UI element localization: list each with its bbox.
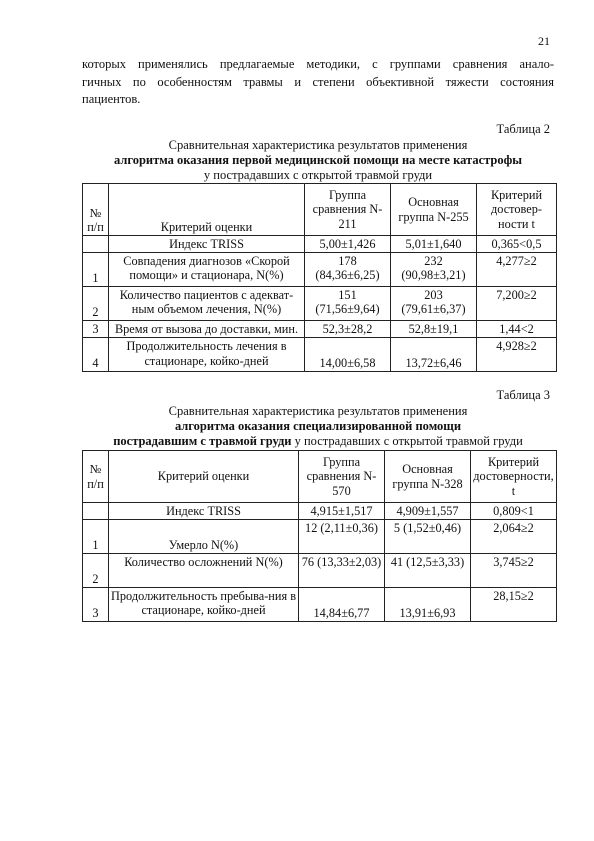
cell-comparison: 4,915±1,517 bbox=[299, 503, 385, 520]
table3 bbox=[82, 450, 557, 622]
cell-test: 3,745≥2 bbox=[471, 554, 557, 588]
intro-paragraph bbox=[82, 56, 554, 109]
table3-label: Таблица 3 bbox=[496, 388, 550, 402]
table-row bbox=[83, 588, 557, 622]
table2-title-line: у пострадавших с открытой травмой груди bbox=[203, 168, 433, 182]
table2-label: Таблица 2 bbox=[496, 122, 550, 136]
cell-num bbox=[83, 236, 109, 253]
table-row bbox=[83, 338, 557, 372]
cell-main: 4,909±1,557 bbox=[385, 503, 471, 520]
cell-criterion: Индекс TRISS bbox=[109, 236, 305, 253]
header-comparison-group: Группа сравнения N-211 bbox=[305, 184, 391, 236]
table-row bbox=[83, 253, 557, 287]
table-row bbox=[83, 321, 557, 338]
cell-criterion: Количество осложнений N(%) bbox=[109, 554, 299, 588]
cell-comparison: 12 (2,11±0,36) bbox=[299, 520, 385, 554]
cell-comparison: 151 (71,56±9,64) bbox=[305, 287, 391, 321]
cell-test: 0,365<0,5 bbox=[477, 236, 557, 253]
table2-title-line: алгоритма оказания первой медицинской помощи на месте катастрофы bbox=[113, 153, 523, 167]
cell-test: 2,064≥2 bbox=[471, 520, 557, 554]
cell-num bbox=[83, 503, 109, 520]
table-header-row bbox=[83, 451, 557, 503]
cell-num: 2 bbox=[83, 554, 109, 588]
cell-main: 232 (90,98±3,21) bbox=[391, 253, 477, 287]
table2-title-line: Сравнительная характеристика результатов применения bbox=[168, 138, 468, 152]
cell-criterion: Время от вызова до доставки, мин. bbox=[109, 321, 305, 338]
cell-comparison: 178 (84,36±6,25) bbox=[305, 253, 391, 287]
intro-line: пациентов. bbox=[82, 92, 141, 106]
cell-criterion: Совпадения диагнозов «Скорой помощи» и стационара, N(%) bbox=[109, 253, 305, 287]
table-row bbox=[83, 520, 557, 554]
table-row bbox=[83, 236, 557, 253]
table3-title-line bbox=[82, 434, 554, 449]
header-num: № п/п bbox=[83, 184, 109, 236]
cell-criterion: Умерло N(%) bbox=[109, 520, 299, 554]
cell-num: 2 bbox=[83, 287, 109, 321]
table3-title-line: алгоритма оказания специализированной помощи bbox=[174, 419, 462, 433]
cell-main: 5 (1,52±0,46) bbox=[385, 520, 471, 554]
cell-num: 3 bbox=[83, 588, 109, 622]
header-test: Критерий достоверности, t bbox=[471, 451, 557, 503]
cell-comparison: 5,00±1,426 bbox=[305, 236, 391, 253]
cell-test: 4,277≥2 bbox=[477, 253, 557, 287]
cell-num: 4 bbox=[83, 338, 109, 372]
table2-title bbox=[82, 138, 554, 183]
cell-main: 13,91±6,93 bbox=[385, 588, 471, 622]
cell-test: 4,928≥2 bbox=[477, 338, 557, 372]
header-main-group: Основная группа N-328 bbox=[385, 451, 471, 503]
cell-criterion: Индекс TRISS bbox=[109, 503, 299, 520]
cell-main: 5,01±1,640 bbox=[391, 236, 477, 253]
table3-title-rest: у пострадавших с открытой травмой груди bbox=[291, 434, 523, 448]
table-row bbox=[83, 554, 557, 588]
header-criterion: Критерий оценки bbox=[109, 451, 299, 503]
table-row bbox=[83, 287, 557, 321]
cell-comparison: 14,00±6,58 bbox=[305, 338, 391, 372]
header-num: № п/п bbox=[83, 451, 109, 503]
table3-title-line: Сравнительная характеристика результатов применения bbox=[168, 404, 468, 418]
intro-line: которых применялись предлагаемые методики, с группами сравнения анало- bbox=[82, 57, 554, 71]
cell-test: 7,200≥2 bbox=[477, 287, 557, 321]
cell-main: 52,8±19,1 bbox=[391, 321, 477, 338]
cell-test: 28,15≥2 bbox=[471, 588, 557, 622]
cell-main: 13,72±6,46 bbox=[391, 338, 477, 372]
cell-main: 203 (79,61±6,37) bbox=[391, 287, 477, 321]
header-test: Критерий достовер-ности t bbox=[477, 184, 557, 236]
cell-num: 1 bbox=[83, 253, 109, 287]
header-criterion: Критерий оценки bbox=[109, 184, 305, 236]
cell-comparison: 76 (13,33±2,03) bbox=[299, 554, 385, 588]
cell-test: 0,809<1 bbox=[471, 503, 557, 520]
cell-criterion: Продолжительность лечения в стационаре, койко-дней bbox=[109, 338, 305, 372]
cell-comparison: 14,84±6,77 bbox=[299, 588, 385, 622]
cell-test: 1,44<2 bbox=[477, 321, 557, 338]
intro-line: гичных по особенностям травмы и степени объективной тяжести состояния bbox=[82, 74, 554, 89]
cell-criterion: Количество пациентов с адекват-ным объемом лечения, N(%) bbox=[109, 287, 305, 321]
table-row bbox=[83, 503, 557, 520]
table3-title bbox=[82, 404, 554, 449]
cell-num: 3 bbox=[83, 321, 109, 338]
header-comparison-group: Группа сравнения N-570 bbox=[299, 451, 385, 503]
table-header-row bbox=[83, 184, 557, 236]
cell-comparison: 52,3±28,2 bbox=[305, 321, 391, 338]
cell-criterion: Продолжительность пребыва-ния в стационаре, койко-дней bbox=[109, 588, 299, 622]
table2 bbox=[82, 183, 557, 372]
page-number: 21 bbox=[538, 34, 550, 48]
cell-num: 1 bbox=[83, 520, 109, 554]
header-main-group: Основная группа N-255 bbox=[391, 184, 477, 236]
table3-title-bold: пострадавшим с травмой груди bbox=[113, 434, 292, 448]
cell-main: 41 (12,5±3,33) bbox=[385, 554, 471, 588]
